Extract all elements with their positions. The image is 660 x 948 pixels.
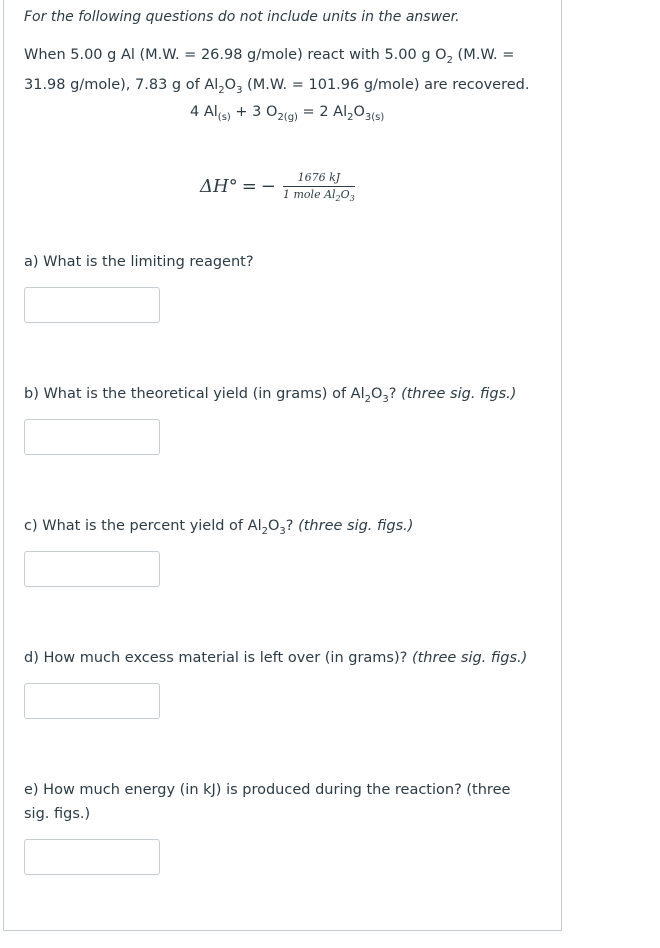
subscript: (s) (217, 111, 231, 123)
given-text-1: When 5.00 g Al (M.W. = 26.98 g/mole) react with 5.00 g O (24, 47, 447, 63)
delta-h-symbol: ΔH° (200, 176, 238, 197)
question-text: e) How much energy (in kJ) is produced during the reaction? (24, 782, 467, 798)
answer-c-input[interactable] (24, 551, 160, 587)
subscript: 2 (347, 111, 354, 123)
fraction-denominator (283, 187, 355, 203)
given-text-2: (M.W. = 31.98 g/mole), 7.83 g of Al (24, 47, 515, 93)
question-text: ? (388, 386, 402, 402)
answer-a-input[interactable] (24, 287, 160, 323)
subscript: 2 (218, 84, 225, 96)
subscript: 2 (446, 54, 453, 66)
equation-part: 4 Al (190, 104, 218, 120)
subscript: 3 (349, 194, 355, 204)
question-c (24, 518, 413, 537)
enthalpy-fraction (283, 171, 355, 203)
question-text: ? (285, 518, 299, 534)
equation-part: + 3 O (230, 104, 278, 120)
answer-b-input[interactable] (24, 419, 160, 455)
subscript: 3 (279, 525, 286, 537)
sig-figs-note: (three sig. figs.) (298, 518, 414, 534)
denominator-text: O (340, 188, 350, 201)
question-text: d) How much excess material is left over (in grams)? (24, 650, 412, 666)
question-text: c) What is the percent yield of Al (24, 518, 262, 534)
subscript: 3 (382, 393, 389, 405)
question-text: O (370, 386, 383, 402)
instruction-text: For the following questions do not include units in the answer. (24, 9, 460, 25)
given-text-3: O (224, 76, 237, 93)
question-a: a) What is the limiting reagent? (24, 254, 254, 270)
question-d (24, 650, 527, 666)
question-text: b) What is the theoretical yield (in grams) of Al (24, 386, 365, 402)
equation-part: = 2 Al (297, 104, 348, 120)
minus-sign: − (260, 176, 276, 197)
given-data-paragraph (24, 43, 544, 103)
answer-d-input[interactable] (24, 683, 160, 719)
sig-figs-note: (three sig. figs.) (24, 782, 511, 822)
denominator-text: 1 mole Al (283, 188, 336, 201)
subscript: 3(s) (364, 111, 385, 123)
given-text-4: (M.W. = 101.96 g/mole) are recovered. (242, 76, 530, 93)
question-b (24, 386, 516, 405)
equation-part: O (353, 104, 365, 120)
subscript: 2 (364, 393, 371, 405)
enthalpy-lhs (200, 176, 276, 197)
subscript: 3 (236, 84, 243, 96)
answer-e-input[interactable] (24, 839, 160, 875)
chemical-equation (190, 104, 384, 123)
subscript: 2(g) (277, 111, 298, 123)
subscript: 2 (261, 525, 268, 537)
question-e (24, 778, 524, 826)
subscript: 2 (335, 194, 341, 204)
question-text: O (267, 518, 280, 534)
sig-figs-note: (three sig. figs.) (411, 650, 528, 666)
sig-figs-note: (three sig. figs.) (401, 386, 517, 402)
equals-sign: = (241, 176, 257, 197)
fraction-numerator: 1676 kJ (283, 171, 355, 187)
